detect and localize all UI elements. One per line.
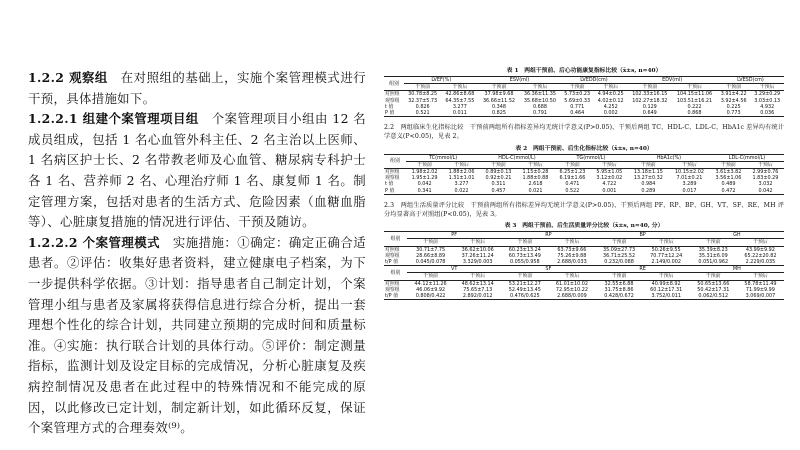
column-subheader: 干预前 <box>404 84 441 91</box>
table-cell: 60.73±13.49 <box>508 252 541 259</box>
article-right-column <box>384 68 784 300</box>
table2-caption: 表 2 两组干预前、后生化指标比较（x̄±s, n=40） <box>515 145 653 152</box>
column-subheader: 干预后 <box>454 239 501 246</box>
table-cell: 3.069/0.007 <box>737 293 784 300</box>
column-group-header: RP <box>501 232 595 239</box>
row-label: 对照组 <box>385 280 400 287</box>
table-cell: 0.825 <box>479 110 520 117</box>
table-cell: 60.12±17.31 <box>650 286 683 293</box>
table-cell: 13.18±1.15 <box>633 169 663 176</box>
table3-caption: 表 3 两组干预前、后生活质量评分比较（x̄±s, n=40, 分） <box>504 223 664 230</box>
table-cell: 70.77±12.24 <box>650 252 683 259</box>
table-cell: 7.01±0.21 <box>676 175 703 182</box>
column-group-header: RE <box>595 266 689 273</box>
table-cell: 2.149/0.002 <box>643 259 690 266</box>
table-cell: 42.86±8.68 <box>445 91 475 98</box>
column-group-header: VT <box>407 266 501 273</box>
column-subheader: 干预前 <box>690 239 737 246</box>
table-cell: 3.91±4.22 <box>720 91 747 98</box>
table-cell: 2.618 <box>528 181 543 188</box>
row-label: P 值 <box>384 188 406 195</box>
table-cell: 65.22±20.82 <box>744 252 777 259</box>
table-cell: 3.289 <box>682 181 697 188</box>
table-cell: 103.51±16.21 <box>676 97 713 104</box>
table-row <box>384 169 784 176</box>
column-subheader: 干预后 <box>669 161 710 168</box>
table-cell: 0.022 <box>443 188 480 195</box>
table-cell: 3.56±1.06 <box>715 175 742 182</box>
row-label: 对照组 <box>385 169 400 176</box>
column-header-group: 组别 <box>384 266 407 280</box>
table-cell: 3.752/0.011 <box>643 293 690 300</box>
row-label: 观察组 <box>385 252 400 259</box>
table-cell: 3.92±4.56 <box>720 97 747 104</box>
table-row <box>384 259 784 266</box>
table-cell: 35.39±8.23 <box>698 246 728 253</box>
column-subheader: 干预前 <box>480 161 517 168</box>
table-cell: 3.61±3.82 <box>715 169 742 176</box>
column-group-header: HbA1c(%) <box>628 154 710 161</box>
paragraph-text: 在对照组的基础上，实施个案管理模式进行干预，具体措施如下。 <box>28 70 366 106</box>
table-cell: 4.252 <box>603 103 618 110</box>
table-cell: 71.99±9.99 <box>745 286 775 293</box>
table-cell: 1.88±2.06 <box>448 169 475 176</box>
column-subheader: 干预前 <box>407 273 454 280</box>
table-cell: 35.09±27.73 <box>602 246 636 253</box>
table-cell: 0.002 <box>594 110 628 117</box>
table-cell: 3.12±0.02 <box>596 175 623 182</box>
column-subheader: 干预前 <box>690 273 737 280</box>
table-cell: 28.66±8.89 <box>416 252 446 259</box>
table-cell: 0.688 <box>532 103 547 110</box>
column-group-header: MH <box>690 266 784 273</box>
table-cell: 60.23±13.24 <box>508 246 541 253</box>
table-cell: 0.521 <box>404 110 441 117</box>
table1-caption: 表 1 两组干预前、后心功能康复指标比较（x̄±s, n=40） <box>506 68 662 74</box>
column-subheader: 干预前 <box>710 161 747 168</box>
table-cell: 36.62±10.06 <box>461 246 494 253</box>
table-cell: 6.19±1.66 <box>559 175 586 182</box>
column-subheader: 干预后 <box>737 239 784 246</box>
table-cell: 1.15±0.28 <box>522 169 549 176</box>
table-cell: 5.95±1.05 <box>596 169 623 176</box>
row-label: 观察组 <box>385 175 400 182</box>
table-cell: 4.932 <box>760 103 775 110</box>
column-subheader: 干预后 <box>548 273 595 280</box>
table-row <box>384 110 784 117</box>
column-subheader: 干预后 <box>441 84 478 91</box>
table-cell: 46.06±9.92 <box>416 286 446 293</box>
table-cell: 75.65±7.13 <box>463 286 493 293</box>
table-cell: 3.277 <box>454 181 469 188</box>
column-group-header: TG(mmol/L) <box>554 154 628 161</box>
table-cell: 0.89±0.13 <box>485 169 512 176</box>
table-cell: 30.71±7.75 <box>416 246 446 253</box>
column-header-group: 组别 <box>384 77 404 91</box>
table-cell: 0.826 <box>415 103 430 110</box>
table-cell: 3.03±0.13 <box>754 97 781 104</box>
column-header-group: 组别 <box>384 232 407 246</box>
table-cell: 36.66±11.52 <box>482 97 516 104</box>
table-cell: 0.984 <box>641 181 656 188</box>
table-cell: 50.42±17.31 <box>697 286 730 293</box>
table-cell: 2.688/0.009 <box>548 293 595 300</box>
column-subheader: 干预后 <box>519 84 560 91</box>
table-cell: 1.95±1.29 <box>411 175 438 182</box>
table-cell: 0.773 <box>717 110 751 117</box>
table-cell: 0.225 <box>726 103 741 110</box>
table-cell: 1.83±0.29 <box>752 175 779 182</box>
column-group-header: EDV(ml) <box>627 77 716 84</box>
table-cell: 2.99±0.76 <box>752 169 779 176</box>
table-cell: 0.868 <box>672 110 717 117</box>
table-cell: 0.464 <box>560 110 594 117</box>
table-cell: 0.791 <box>519 110 560 117</box>
table-cell: 5.69±0.33 <box>564 97 591 104</box>
table-cell: 52.49±13.45 <box>508 286 541 293</box>
column-group-header: LDL-C(mmol/L) <box>710 154 784 161</box>
column-group-header: LVEDD(cm) <box>560 77 627 84</box>
table-cell: 0.129 <box>642 103 657 110</box>
column-subheader: 干预后 <box>737 273 784 280</box>
section-heading: 1.2.2 观察组 <box>28 70 108 85</box>
table-cell: 2.892/0.012 <box>454 293 501 300</box>
column-group-header: LVESD(cm) <box>717 77 784 84</box>
paragraph-text: 实施措施：①确定：确定正确合适患者。②评估：收集好患者资料，建立健康电子档案，为下一步提供科学依据。③计划：指导患者自己制定计划，个案管理小组与患者及家属将获得信息进行综合分析，提出一套理想个性化的综合计划，共同建立预期的完成时间和质量标准。④实施：执行联合计划的具体行动。⑤评价：制定测量指标，监测计划及设定目标的完成情况，分析心脏康复及疾病控制情况及患者在此过程中的特殊情况和不能完成的原因，以此修改已定计划，制定新计划，如此循环反复，保证个案管理方式的合理奏效⁽⁹⁾。 <box>28 234 367 436</box>
table-cell: 102.33±16.15 <box>632 91 668 98</box>
table-cell: 44.12±11.26 <box>414 280 447 287</box>
column-subheader: 干预后 <box>594 84 628 91</box>
table-cell: 0.348 <box>491 103 506 110</box>
paragraph-text: 个案管理项目小组由 12 名成员组成，包括 1 名心血管外科主任、2 名主治以上医师、1 名病区护士长、2 名带教老师及心血管、糖尿病专科护士各 1 名、营养师 2 名、心理治疗师 1 名、康复师 1 名。制定管理方案，包括对患者的生活方式、危险因素（血糖血脂等）、心脏康复措施的情况进行评估、干预及随访。 <box>28 111 366 230</box>
column-group-header: TC(mmol/L) <box>406 154 480 161</box>
row-label: P 值 <box>384 110 404 117</box>
table-cell: 2.229/0.035 <box>737 259 784 266</box>
column-subheader: 干预前 <box>501 239 548 246</box>
table-cell: 5.73±0.23 <box>564 91 591 98</box>
column-subheader: 干预前 <box>554 161 591 168</box>
table-cell: 0.011 <box>441 110 478 117</box>
column-subheader: 干预前 <box>628 161 669 168</box>
column-subheader: 干预前 <box>407 239 454 246</box>
row-label: 对照组 <box>385 91 400 98</box>
table-cell: 3.29±0.29 <box>754 91 781 98</box>
table-cell: 48.62±13.14 <box>461 280 494 287</box>
column-subheader: 干预后 <box>454 273 501 280</box>
results-paragraph-quality: 2.3 两组生活质量评分比较 干预前两组所有指标差异均无统计学意义(P>0.05)，干预后两组 PF、RP、BP、GH、VT、SF、RE、MH 评分均显著高于对照组(P<0.05)，见表 3。 <box>384 201 784 219</box>
table-cell: 53.21±12.27 <box>508 280 541 287</box>
section-paragraph-observation <box>28 68 366 109</box>
table-cell: 32.55±6.88 <box>604 280 634 287</box>
table-cell: 36.71±25.52 <box>602 252 636 259</box>
table-cell: 3.277 <box>452 103 467 110</box>
table-cell: 1.98±2.02 <box>411 169 438 176</box>
table-cell: 0.017 <box>669 188 710 195</box>
subsection-heading: 1.2.2.1 组建个案管理项目组 <box>28 111 199 127</box>
column-subheader: 干预前 <box>595 239 642 246</box>
column-subheader: 干预后 <box>643 273 690 280</box>
column-group-header: SF <box>501 266 595 273</box>
table-cell: 0.471 <box>565 181 580 188</box>
table-cell: 58.78±11.49 <box>744 280 777 287</box>
table-cell: 13.27±0.32 <box>633 175 663 182</box>
table-cell: 63.73±9.66 <box>557 246 587 253</box>
column-subheader: 干预前 <box>717 84 751 91</box>
row-label: 对照组 <box>385 246 400 253</box>
table-cell: 50.26±9.55 <box>651 246 681 253</box>
subsection-heading: 1.2.2.2 个案管理模式 <box>28 234 160 250</box>
table2-biochem-indicators <box>384 154 784 195</box>
column-subheader: 干预前 <box>479 84 520 91</box>
table-row <box>384 91 784 98</box>
column-subheader: 干预前 <box>595 273 642 280</box>
table-cell: 0.001 <box>591 188 628 195</box>
table3-quality-of-life <box>384 231 784 300</box>
column-group-header: GH <box>690 232 784 239</box>
table-row <box>384 188 784 195</box>
column-subheader: 干预前 <box>501 273 548 280</box>
row-label: t 值 <box>385 181 394 188</box>
table-cell: 0.476/0.625 <box>501 293 548 300</box>
table-cell: 0.522 <box>554 188 591 195</box>
table-cell: 35.68±10.50 <box>523 97 557 104</box>
column-group-header: PF <box>407 232 501 239</box>
table-cell: 10.15±2.02 <box>674 169 704 176</box>
table-cell: 75.26±9.88 <box>557 252 587 259</box>
table-cell: 104.15±11.06 <box>676 91 713 98</box>
table-cell: 0.055/0.958 <box>501 259 548 266</box>
column-subheader: 干预前 <box>406 161 443 168</box>
column-subheader: 干预后 <box>443 161 480 168</box>
column-group-header: BP <box>595 232 689 239</box>
column-subheader: 干预后 <box>548 239 595 246</box>
column-subheader: 干预后 <box>517 161 554 168</box>
table-cell: 72.95±10.22 <box>555 286 588 293</box>
column-group-header: LVEF(%) <box>404 77 478 84</box>
row-label: t/P 值 <box>384 293 407 300</box>
table-cell: 0.457 <box>480 188 517 195</box>
subsection-paragraph-mode <box>28 233 366 439</box>
table-cell: 0.472 <box>710 188 747 195</box>
column-subheader: 干预后 <box>672 84 717 91</box>
column-subheader: 干预前 <box>560 84 594 91</box>
table-cell: 31.75±8.86 <box>604 286 634 293</box>
table-cell: 2.688/0.033 <box>548 259 595 266</box>
table-cell: 0.232/0.088 <box>595 259 642 266</box>
table-cell: 0.021 <box>517 188 554 195</box>
column-subheader: 干预后 <box>643 239 690 246</box>
table-cell: 0.042 <box>417 181 432 188</box>
table-cell: 37.26±11.24 <box>461 252 494 259</box>
table-cell: 0.289 <box>628 188 669 195</box>
column-subheader: 干预后 <box>747 161 784 168</box>
table-cell: 0.341 <box>406 188 443 195</box>
table-cell: 61.01±10.02 <box>555 280 588 287</box>
row-label: 观察组 <box>385 97 400 104</box>
column-subheader: 干预后 <box>750 84 784 91</box>
table-cell: 50.65±13.66 <box>697 280 730 287</box>
subsection-paragraph-team <box>28 109 366 233</box>
table-cell: 0.808/0.422 <box>407 293 454 300</box>
table1-cardiac-function <box>384 76 784 117</box>
table-cell: 36.36±11.35 <box>523 91 557 98</box>
table-cell: 102.27±18.32 <box>632 97 668 104</box>
table-cell: 0.036 <box>750 110 784 117</box>
table-cell: 0.042 <box>747 188 784 195</box>
column-group-header: HDL-C(mmol/L) <box>480 154 554 161</box>
table-cell: 43.99±9.92 <box>745 246 775 253</box>
table-cell: 40.99±8.92 <box>651 280 681 287</box>
table-cell: 0.489 <box>721 181 736 188</box>
table-cell: 3.329/0.003 <box>454 259 501 266</box>
table-cell: 64.35±7.55 <box>445 97 475 104</box>
table-cell: 0.92±0.21 <box>485 175 512 182</box>
table-cell: 35.31±6.09 <box>698 252 728 259</box>
results-paragraph-biochem: 2.2 两组临床生化指标比较 干预前两组所有指标差异均无统计学意义(P>0.05)，干预后两组 TC、HDL-C、LDL-C、HbA1c 差异均有统计学意义(P<0.05)，见表 2。 <box>384 124 784 141</box>
row-label: 观察组 <box>385 286 400 293</box>
column-header-group: 组别 <box>384 154 406 168</box>
table-cell: 30.78±8.25 <box>408 91 438 98</box>
table-row <box>384 293 784 300</box>
table-cell: 1.88±0.88 <box>522 175 549 182</box>
table-cell: 1.31±1.01 <box>448 175 475 182</box>
table-row <box>384 280 784 287</box>
table-cell: 4.94±0.25 <box>597 91 624 98</box>
table-cell: 4.02±0.12 <box>597 97 624 104</box>
table-cell: 0.428/0.672 <box>595 293 642 300</box>
table-cell: 3.032 <box>758 181 773 188</box>
table-cell: 0.222 <box>687 103 702 110</box>
table-cell: 0.045/0.078 <box>407 259 454 266</box>
table-cell: 0.771 <box>570 103 585 110</box>
table-cell: 0.311 <box>491 181 506 188</box>
column-subheader: 干预前 <box>627 84 672 91</box>
row-label: t 值 <box>385 103 394 110</box>
table-cell: 0.051/0.962 <box>690 259 737 266</box>
table-row <box>384 246 784 253</box>
table-cell: 4.722 <box>602 181 617 188</box>
article-left-column <box>28 68 366 439</box>
table-cell: 32.37±5.73 <box>408 97 438 104</box>
row-label: t/P 值 <box>384 259 407 266</box>
table-cell: 37.98±9.68 <box>484 91 514 98</box>
table-cell: 6.25±1.23 <box>559 169 586 176</box>
table-cell: 0.649 <box>627 110 672 117</box>
column-group-header: ESV(ml) <box>479 77 561 84</box>
table-cell: 0.062/0.512 <box>690 293 737 300</box>
column-subheader: 干预后 <box>591 161 628 168</box>
